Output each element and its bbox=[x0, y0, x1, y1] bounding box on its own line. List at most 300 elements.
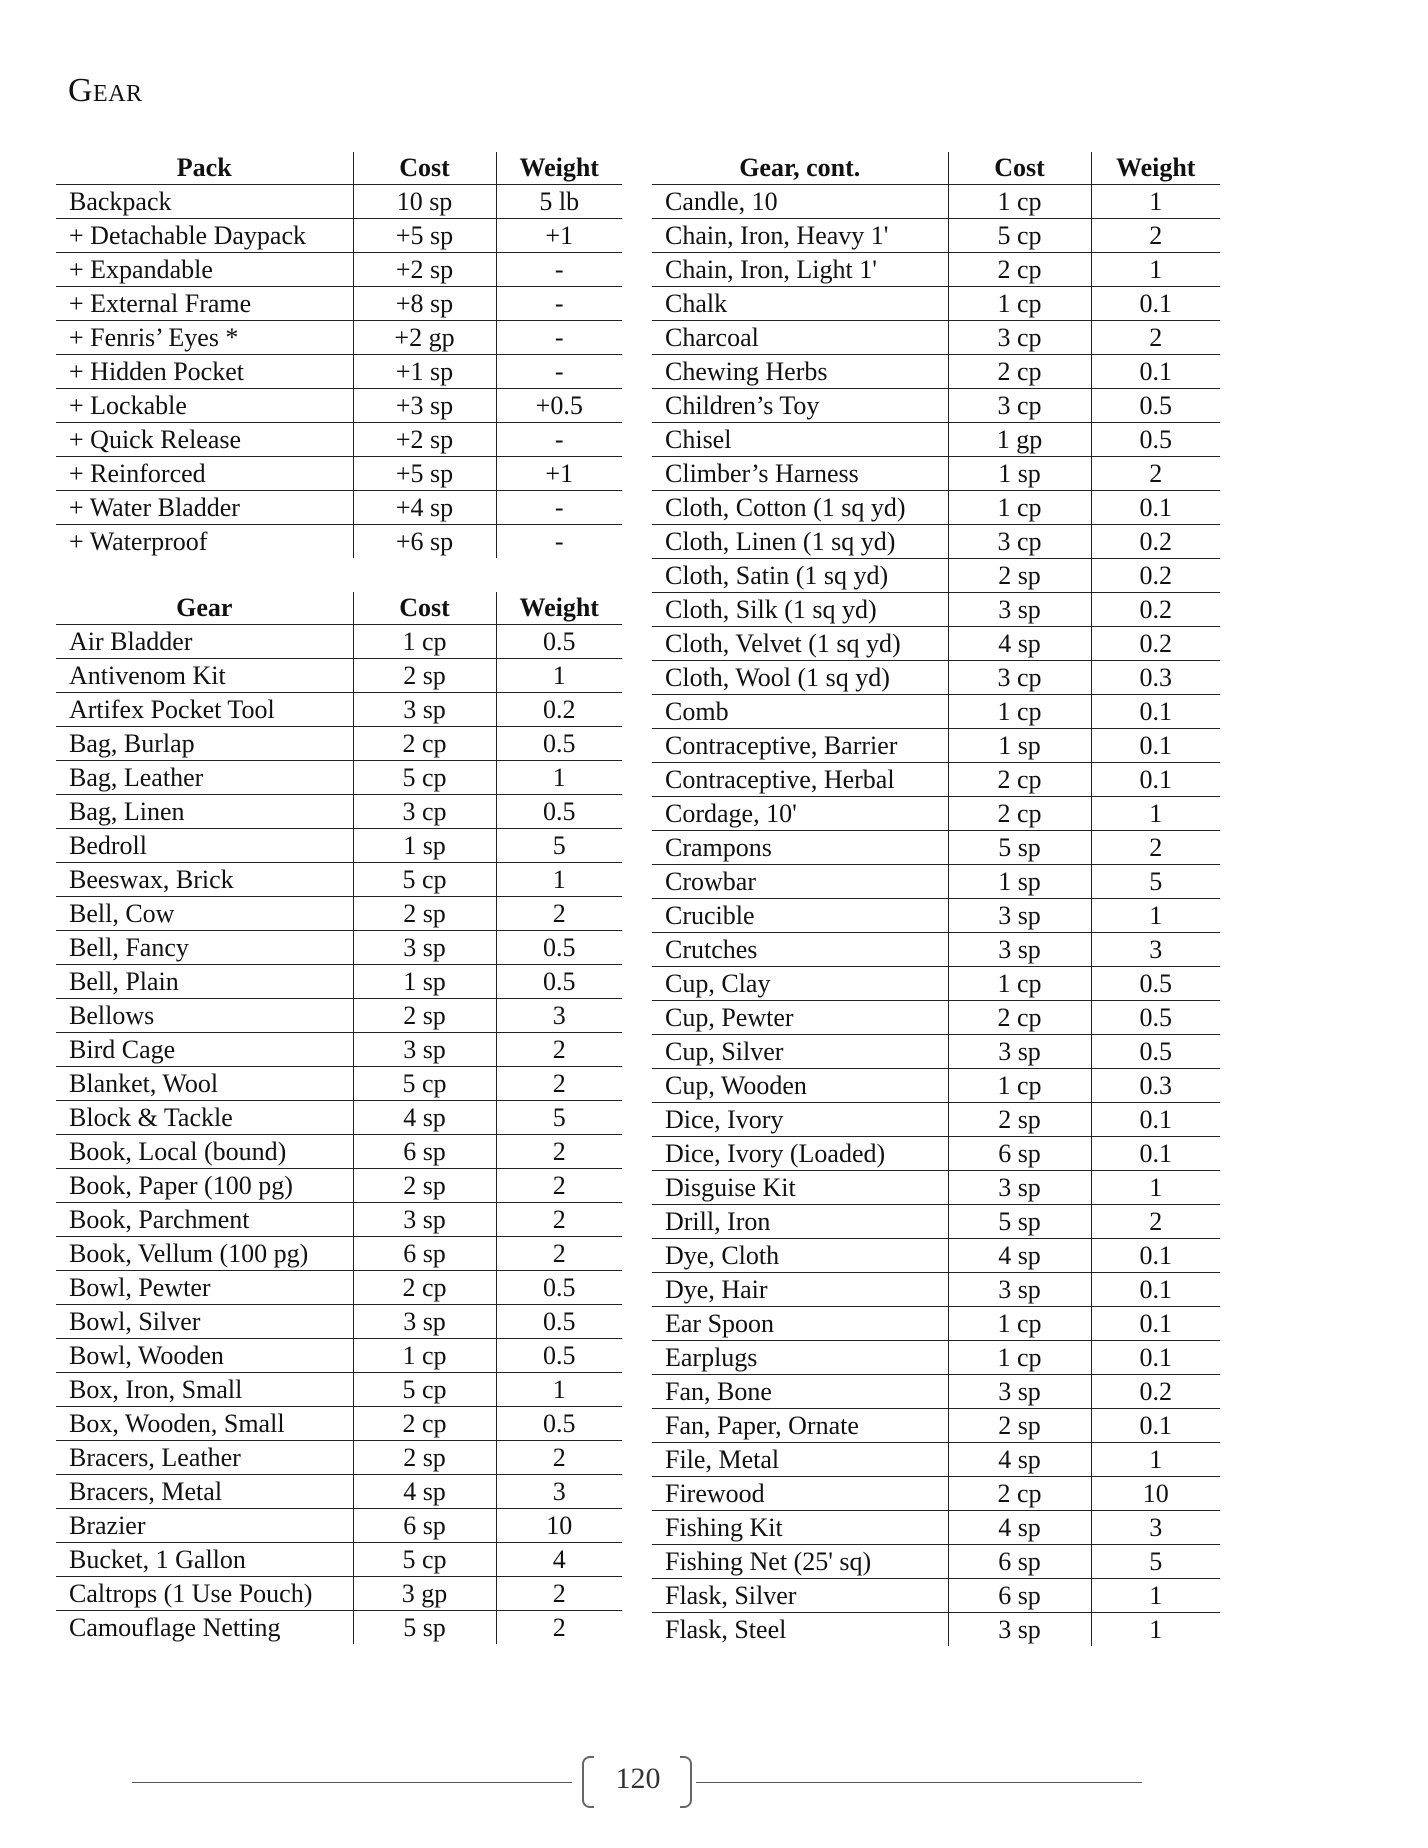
cost-cell: 2 sp bbox=[353, 999, 496, 1033]
table-row bbox=[652, 559, 1220, 593]
table-row bbox=[56, 693, 622, 727]
table-row bbox=[652, 1613, 1220, 1647]
cost-cell: 4 sp bbox=[948, 1511, 1091, 1545]
weight-cell: +1 bbox=[496, 219, 622, 253]
item-name-cell: Bucket, 1 Gallon bbox=[56, 1543, 353, 1577]
table-row bbox=[56, 727, 622, 761]
cost-cell: 3 sp bbox=[948, 1273, 1091, 1307]
cost-cell: 2 cp bbox=[353, 1407, 496, 1441]
table-row bbox=[652, 1205, 1220, 1239]
cost-cell: 3 sp bbox=[948, 593, 1091, 627]
table-row bbox=[652, 661, 1220, 695]
cost-cell: 3 cp bbox=[353, 795, 496, 829]
item-name-cell: Chewing Herbs bbox=[652, 355, 948, 389]
item-name-cell: Bag, Linen bbox=[56, 795, 353, 829]
weight-cell: 2 bbox=[496, 1169, 622, 1203]
cost-cell: 3 cp bbox=[948, 389, 1091, 423]
weight-cell: 3 bbox=[496, 999, 622, 1033]
item-name-cell: Blanket, Wool bbox=[56, 1067, 353, 1101]
weight-cell: 0.1 bbox=[1091, 491, 1220, 525]
cost-cell: 2 sp bbox=[948, 1409, 1091, 1443]
table-row bbox=[56, 1373, 622, 1407]
cost-cell: 1 cp bbox=[948, 967, 1091, 1001]
item-name-cell: Artifex Pocket Tool bbox=[56, 693, 353, 727]
cost-cell: 2 cp bbox=[948, 797, 1091, 831]
table-row bbox=[56, 389, 622, 423]
cost-cell: 3 sp bbox=[353, 1203, 496, 1237]
item-name-cell: + Reinforced bbox=[56, 457, 353, 491]
table-row bbox=[56, 1033, 622, 1067]
cost-cell: 2 sp bbox=[353, 1441, 496, 1475]
cost-cell: 2 sp bbox=[948, 559, 1091, 593]
weight-cell: - bbox=[496, 525, 622, 559]
table-row bbox=[652, 525, 1220, 559]
table-row bbox=[652, 1579, 1220, 1613]
cost-cell: 6 sp bbox=[353, 1237, 496, 1271]
cost-cell: 2 cp bbox=[948, 1477, 1091, 1511]
weight-cell: +0.5 bbox=[496, 389, 622, 423]
item-name-cell: Firewood bbox=[652, 1477, 948, 1511]
weight-cell: 10 bbox=[1091, 1477, 1220, 1511]
table-row bbox=[56, 625, 622, 659]
item-name-cell: Box, Wooden, Small bbox=[56, 1407, 353, 1441]
cost-cell: 1 cp bbox=[353, 625, 496, 659]
item-name-cell: Cloth, Cotton (1 sq yd) bbox=[652, 491, 948, 525]
table-row bbox=[652, 695, 1220, 729]
item-name-cell: Drill, Iron bbox=[652, 1205, 948, 1239]
item-name-cell: Cloth, Wool (1 sq yd) bbox=[652, 661, 948, 695]
weight-cell: 0.1 bbox=[1091, 1409, 1220, 1443]
weight-cell: 5 bbox=[1091, 1545, 1220, 1579]
item-name-cell: Climber’s Harness bbox=[652, 457, 948, 491]
item-name-cell: Dice, Ivory bbox=[652, 1103, 948, 1137]
item-name-cell: Dye, Cloth bbox=[652, 1239, 948, 1273]
cost-cell: 6 sp bbox=[353, 1135, 496, 1169]
cost-cell: 2 sp bbox=[948, 1103, 1091, 1137]
cost-cell: 4 sp bbox=[948, 1443, 1091, 1477]
gear-table bbox=[56, 592, 622, 1644]
item-name-cell: Ear Spoon bbox=[652, 1307, 948, 1341]
weight-cell: 0.1 bbox=[1091, 1307, 1220, 1341]
item-name-cell: Dye, Hair bbox=[652, 1273, 948, 1307]
table-row bbox=[56, 1169, 622, 1203]
weight-cell: 0.1 bbox=[1091, 1341, 1220, 1375]
item-name-cell: Bowl, Wooden bbox=[56, 1339, 353, 1373]
cost-cell: 5 cp bbox=[353, 761, 496, 795]
weight-cell: 1 bbox=[496, 659, 622, 693]
item-name-cell: Comb bbox=[652, 695, 948, 729]
item-name-cell: Crowbar bbox=[652, 865, 948, 899]
table-row bbox=[56, 999, 622, 1033]
weight-cell: 0.1 bbox=[1091, 1103, 1220, 1137]
weight-cell: 0.2 bbox=[1091, 1375, 1220, 1409]
cost-cell: 2 cp bbox=[353, 1271, 496, 1305]
page-number: 120 bbox=[615, 1762, 661, 1795]
cost-cell: +5 sp bbox=[353, 457, 496, 491]
item-name-cell: Cordage, 10' bbox=[652, 797, 948, 831]
cost-cell: 1 cp bbox=[948, 287, 1091, 321]
weight-cell: 0.2 bbox=[1091, 559, 1220, 593]
weight-cell: - bbox=[496, 287, 622, 321]
table-row bbox=[652, 967, 1220, 1001]
table-row bbox=[652, 1477, 1220, 1511]
weight-cell: - bbox=[496, 423, 622, 457]
table-row bbox=[56, 1441, 622, 1475]
item-name-cell: Cup, Silver bbox=[652, 1035, 948, 1069]
item-name-cell: Caltrops (1 Use Pouch) bbox=[56, 1577, 353, 1611]
weight-cell: 5 bbox=[1091, 865, 1220, 899]
cost-cell: 2 cp bbox=[948, 355, 1091, 389]
cost-cell: 3 sp bbox=[353, 693, 496, 727]
item-name-cell: Chalk bbox=[652, 287, 948, 321]
cost-cell: 5 cp bbox=[353, 863, 496, 897]
table-row bbox=[56, 1407, 622, 1441]
page-number-bracket-right bbox=[680, 1756, 692, 1808]
cost-cell: 2 sp bbox=[353, 659, 496, 693]
cost-cell: 5 sp bbox=[948, 831, 1091, 865]
cost-cell: 5 sp bbox=[353, 1611, 496, 1645]
weight-cell: 5 bbox=[496, 1101, 622, 1135]
weight-cell: 0.5 bbox=[1091, 967, 1220, 1001]
weight-cell: 2 bbox=[496, 1135, 622, 1169]
weight-cell: 3 bbox=[496, 1475, 622, 1509]
table-row bbox=[652, 899, 1220, 933]
item-name-cell: Disguise Kit bbox=[652, 1171, 948, 1205]
item-name-cell: Charcoal bbox=[652, 321, 948, 355]
weight-cell: 3 bbox=[1091, 933, 1220, 967]
table-row bbox=[56, 1611, 622, 1645]
weight-cell: 1 bbox=[1091, 1171, 1220, 1205]
weight-cell: 1 bbox=[1091, 253, 1220, 287]
weight-cell: 0.1 bbox=[1091, 355, 1220, 389]
weight-cell: 2 bbox=[496, 1033, 622, 1067]
weight-cell: 2 bbox=[1091, 831, 1220, 865]
cost-cell: 1 sp bbox=[948, 865, 1091, 899]
item-name-cell: Crutches bbox=[652, 933, 948, 967]
cost-cell: 1 cp bbox=[948, 695, 1091, 729]
item-name-cell: Air Bladder bbox=[56, 625, 353, 659]
table-row bbox=[652, 797, 1220, 831]
item-name-cell: Bracers, Metal bbox=[56, 1475, 353, 1509]
table-row bbox=[652, 1171, 1220, 1205]
pack-table bbox=[56, 152, 622, 558]
item-name-cell: Beeswax, Brick bbox=[56, 863, 353, 897]
item-name-cell: Book, Local (bound) bbox=[56, 1135, 353, 1169]
table-row bbox=[56, 525, 622, 559]
weight-cell: - bbox=[496, 355, 622, 389]
table-row bbox=[652, 1307, 1220, 1341]
table-row bbox=[56, 491, 622, 525]
item-name-cell: Camouflage Netting bbox=[69, 1612, 281, 1642]
item-name-cell: Bowl, Pewter bbox=[56, 1271, 353, 1305]
cost-cell: +2 sp bbox=[353, 423, 496, 457]
column-header-weight: Weight bbox=[496, 592, 622, 625]
weight-cell: 2 bbox=[1091, 457, 1220, 491]
cost-cell: 3 cp bbox=[948, 525, 1091, 559]
table-row bbox=[652, 219, 1220, 253]
weight-cell: 2 bbox=[1091, 1205, 1220, 1239]
item-name-cell: Bell, Fancy bbox=[56, 931, 353, 965]
cost-cell: 2 cp bbox=[948, 763, 1091, 797]
weight-cell: 0.1 bbox=[1091, 287, 1220, 321]
table-row bbox=[652, 185, 1220, 219]
table-row bbox=[56, 1509, 622, 1543]
weight-cell: 1 bbox=[1091, 797, 1220, 831]
weight-cell: 0.2 bbox=[1091, 627, 1220, 661]
item-name-cell: + Hidden Pocket bbox=[56, 355, 353, 389]
cost-cell: 1 gp bbox=[948, 423, 1091, 457]
item-name-cell: Fan, Paper, Ornate bbox=[652, 1409, 948, 1443]
cost-cell: 1 cp bbox=[948, 491, 1091, 525]
item-name-cell: Cloth, Satin (1 sq yd) bbox=[652, 559, 948, 593]
table-row bbox=[56, 457, 622, 491]
table-row bbox=[56, 1543, 622, 1577]
table-row bbox=[56, 253, 622, 287]
weight-cell: 0.3 bbox=[1091, 1069, 1220, 1103]
cost-cell: 6 sp bbox=[948, 1137, 1091, 1171]
table-row bbox=[652, 933, 1220, 967]
cost-cell: +8 sp bbox=[353, 287, 496, 321]
cost-cell: 3 sp bbox=[948, 1613, 1091, 1647]
item-name-cell: Cloth, Velvet (1 sq yd) bbox=[652, 627, 948, 661]
cost-cell: 1 cp bbox=[353, 1339, 496, 1373]
weight-cell: 0.5 bbox=[1091, 389, 1220, 423]
table-row bbox=[652, 253, 1220, 287]
cost-cell: 4 sp bbox=[948, 1239, 1091, 1273]
column-header-cost: Cost bbox=[353, 152, 496, 185]
item-name-cell: Backpack bbox=[56, 185, 353, 219]
weight-cell: 2 bbox=[496, 1203, 622, 1237]
weight-cell: 3 bbox=[1091, 1511, 1220, 1545]
table-row bbox=[652, 355, 1220, 389]
item-name-cell: Cup, Pewter bbox=[652, 1001, 948, 1035]
item-name-cell: + Quick Release bbox=[56, 423, 353, 457]
weight-cell: 0.2 bbox=[1091, 593, 1220, 627]
item-name-cell: Fan, Bone bbox=[652, 1375, 948, 1409]
item-name-cell: Chain, Iron, Light 1' bbox=[652, 253, 948, 287]
cost-cell: 1 sp bbox=[353, 965, 496, 999]
weight-cell: - bbox=[496, 321, 622, 355]
item-name-cell: + Waterproof bbox=[69, 526, 208, 556]
cost-cell: 3 sp bbox=[353, 1033, 496, 1067]
table-row bbox=[56, 1067, 622, 1101]
table-row bbox=[56, 185, 622, 219]
item-name-cell: + Detachable Daypack bbox=[56, 219, 353, 253]
cost-cell: 5 cp bbox=[353, 1373, 496, 1407]
item-name-cell: Crampons bbox=[652, 831, 948, 865]
table-row bbox=[56, 1271, 622, 1305]
weight-cell: +1 bbox=[496, 457, 622, 491]
cost-cell: 3 gp bbox=[353, 1577, 496, 1611]
table-row bbox=[652, 457, 1220, 491]
table-header-row bbox=[652, 152, 1220, 185]
weight-cell: 0.1 bbox=[1091, 729, 1220, 763]
cost-cell: 1 sp bbox=[353, 829, 496, 863]
cost-cell: 3 sp bbox=[353, 931, 496, 965]
table-row bbox=[56, 1203, 622, 1237]
table-row bbox=[652, 1103, 1220, 1137]
table-row bbox=[652, 1137, 1220, 1171]
item-name-cell: Bell, Plain bbox=[56, 965, 353, 999]
table-row bbox=[56, 1101, 622, 1135]
table-row bbox=[652, 1409, 1220, 1443]
item-name-cell: Bell, Cow bbox=[56, 897, 353, 931]
weight-cell: 0.5 bbox=[496, 1271, 622, 1305]
table-row bbox=[652, 1375, 1220, 1409]
weight-cell: 5 bbox=[496, 829, 622, 863]
table-row bbox=[652, 1035, 1220, 1069]
item-name-cell: Children’s Toy bbox=[652, 389, 948, 423]
weight-cell: 10 bbox=[496, 1509, 622, 1543]
item-name-cell: + Water Bladder bbox=[56, 491, 353, 525]
item-name-cell: Bedroll bbox=[56, 829, 353, 863]
weight-cell: 2 bbox=[1091, 219, 1220, 253]
footer-rule-left bbox=[132, 1782, 572, 1783]
table-row bbox=[652, 1273, 1220, 1307]
table-row bbox=[652, 729, 1220, 763]
column-header-item: Gear, cont. bbox=[652, 152, 948, 185]
table-row bbox=[56, 1339, 622, 1373]
cost-cell: 3 cp bbox=[948, 321, 1091, 355]
cost-cell: +5 sp bbox=[353, 219, 496, 253]
cost-cell: 5 cp bbox=[353, 1067, 496, 1101]
weight-cell: 2 bbox=[496, 897, 622, 931]
cost-cell: 10 sp bbox=[353, 185, 496, 219]
table-row bbox=[652, 423, 1220, 457]
cost-cell: 1 cp bbox=[948, 1307, 1091, 1341]
column-header-item: Gear bbox=[56, 592, 353, 625]
item-name-cell: Candle, 10 bbox=[652, 185, 948, 219]
cost-cell: 3 sp bbox=[948, 1375, 1091, 1409]
cost-cell: 4 sp bbox=[353, 1101, 496, 1135]
cost-cell: 2 cp bbox=[948, 1001, 1091, 1035]
column-header-cost: Cost bbox=[353, 592, 496, 625]
cost-cell: 3 cp bbox=[948, 661, 1091, 695]
cost-cell: 6 sp bbox=[353, 1509, 496, 1543]
cost-cell: 5 cp bbox=[353, 1543, 496, 1577]
table-row bbox=[652, 831, 1220, 865]
item-name-cell: + Expandable bbox=[56, 253, 353, 287]
item-name-cell: Contraceptive, Herbal bbox=[652, 763, 948, 797]
weight-cell: 2 bbox=[496, 1237, 622, 1271]
table-row bbox=[56, 863, 622, 897]
cost-cell: 2 sp bbox=[353, 897, 496, 931]
weight-cell: - bbox=[496, 253, 622, 287]
cost-cell: 2 cp bbox=[353, 727, 496, 761]
weight-cell: 0.5 bbox=[496, 795, 622, 829]
page-title: Gear bbox=[68, 72, 143, 109]
cost-cell: 1 cp bbox=[948, 185, 1091, 219]
cost-cell: 1 sp bbox=[948, 729, 1091, 763]
cost-cell: +1 sp bbox=[353, 355, 496, 389]
cost-cell: 3 sp bbox=[353, 1305, 496, 1339]
item-name-cell: Bag, Burlap bbox=[56, 727, 353, 761]
column-header-weight: Weight bbox=[496, 152, 622, 185]
cost-cell: 4 sp bbox=[948, 627, 1091, 661]
weight-cell: 2 bbox=[496, 1067, 622, 1101]
table-row bbox=[652, 287, 1220, 321]
item-name-cell: Chisel bbox=[652, 423, 948, 457]
item-name-cell: Earplugs bbox=[652, 1341, 948, 1375]
table-row bbox=[652, 593, 1220, 627]
table-row bbox=[652, 1443, 1220, 1477]
weight-cell: 0.5 bbox=[496, 1305, 622, 1339]
weight-cell: 0.5 bbox=[496, 727, 622, 761]
cost-cell: 3 sp bbox=[948, 899, 1091, 933]
cost-cell: 3 sp bbox=[948, 933, 1091, 967]
item-name-cell: File, Metal bbox=[652, 1443, 948, 1477]
item-name-cell: Bowl, Silver bbox=[56, 1305, 353, 1339]
item-name-cell: Dice, Ivory (Loaded) bbox=[652, 1137, 948, 1171]
table-row bbox=[56, 829, 622, 863]
weight-cell: 0.1 bbox=[1091, 1137, 1220, 1171]
table-row bbox=[56, 1237, 622, 1271]
cost-cell: +6 sp bbox=[353, 525, 496, 559]
item-name-cell: Fishing Kit bbox=[652, 1511, 948, 1545]
weight-cell: 0.3 bbox=[1091, 661, 1220, 695]
weight-cell: 1 bbox=[1091, 899, 1220, 933]
table-row bbox=[56, 219, 622, 253]
item-name-cell: Cup, Clay bbox=[652, 967, 948, 1001]
table-row bbox=[652, 1545, 1220, 1579]
cost-cell: 1 cp bbox=[948, 1341, 1091, 1375]
table-row bbox=[652, 389, 1220, 423]
weight-cell: 0.1 bbox=[1091, 1273, 1220, 1307]
weight-cell: 2 bbox=[496, 1611, 622, 1645]
item-name-cell: Contraceptive, Barrier bbox=[652, 729, 948, 763]
weight-cell: - bbox=[496, 491, 622, 525]
weight-cell: 5 lb bbox=[496, 185, 622, 219]
weight-cell: 0.1 bbox=[1091, 763, 1220, 797]
table-row bbox=[56, 795, 622, 829]
item-name-cell: + Fenris’ Eyes * bbox=[56, 321, 353, 355]
item-name-cell: Box, Iron, Small bbox=[56, 1373, 353, 1407]
table-row bbox=[56, 355, 622, 389]
weight-cell: 0.1 bbox=[1091, 1239, 1220, 1273]
cost-cell: 6 sp bbox=[948, 1579, 1091, 1613]
table-row bbox=[652, 321, 1220, 355]
table-row bbox=[652, 865, 1220, 899]
item-name-cell: Book, Vellum (100 pg) bbox=[56, 1237, 353, 1271]
column-header-item: Pack bbox=[56, 152, 353, 185]
table-header-row bbox=[56, 592, 622, 625]
table-row bbox=[56, 761, 622, 795]
table-row bbox=[652, 627, 1220, 661]
table-row bbox=[56, 1305, 622, 1339]
cost-cell: 2 cp bbox=[948, 253, 1091, 287]
item-name-cell: Cloth, Silk (1 sq yd) bbox=[652, 593, 948, 627]
table-row bbox=[56, 287, 622, 321]
weight-cell: 0.1 bbox=[1091, 695, 1220, 729]
cost-cell: 6 sp bbox=[948, 1545, 1091, 1579]
table-row bbox=[56, 897, 622, 931]
weight-cell: 1 bbox=[496, 1373, 622, 1407]
weight-cell: 0.2 bbox=[1091, 525, 1220, 559]
table-row bbox=[652, 1341, 1220, 1375]
table-row bbox=[652, 1001, 1220, 1035]
table-row bbox=[56, 1475, 622, 1509]
item-name-cell: + Lockable bbox=[56, 389, 353, 423]
weight-cell: 1 bbox=[496, 761, 622, 795]
item-name-cell: Cup, Wooden bbox=[652, 1069, 948, 1103]
weight-cell: 1 bbox=[1091, 1613, 1220, 1647]
weight-cell: 0.5 bbox=[496, 1407, 622, 1441]
weight-cell: 0.2 bbox=[496, 693, 622, 727]
weight-cell: 0.5 bbox=[1091, 1035, 1220, 1069]
table-row bbox=[56, 1135, 622, 1169]
weight-cell: 0.5 bbox=[496, 1339, 622, 1373]
item-name-cell: Crucible bbox=[652, 899, 948, 933]
